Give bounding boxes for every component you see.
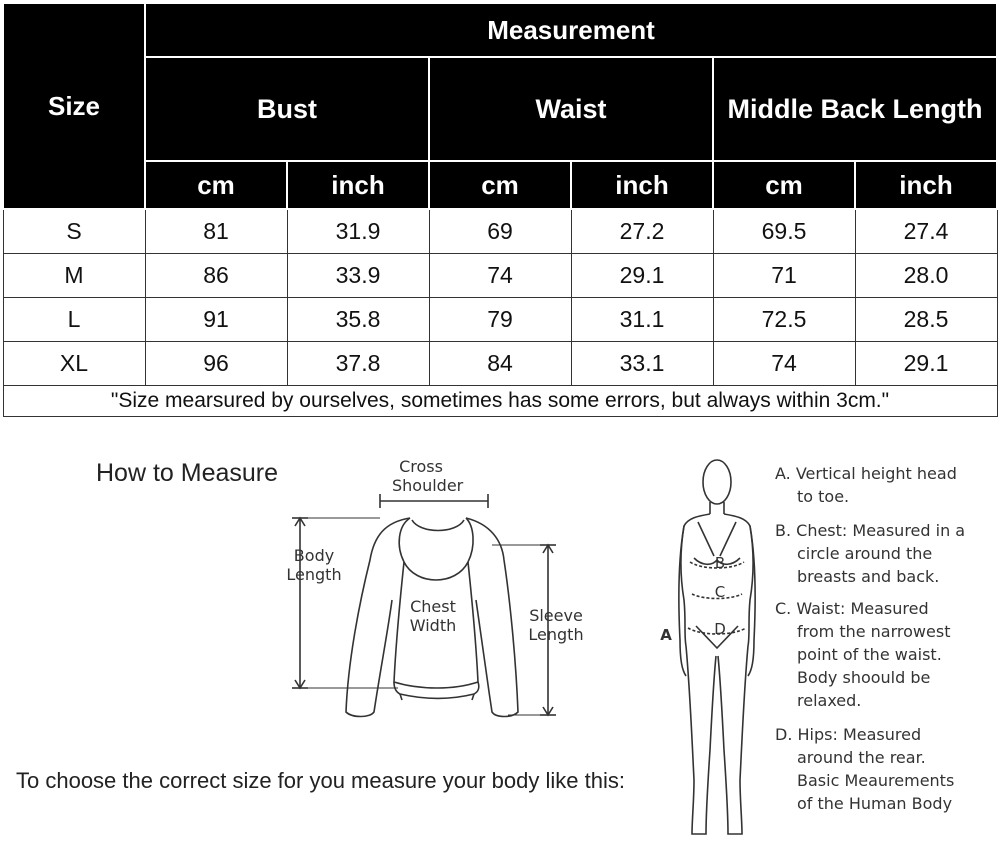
unit-header: inch — [571, 161, 713, 209]
measurement-note: "Size mearsured by ourselves, sometimes has some errors, but always within 3cm." — [3, 386, 997, 417]
table-cell: 28.5 — [855, 298, 997, 342]
table-cell: 91 — [145, 298, 287, 342]
middle-back-length-header: Middle Back Length — [713, 57, 997, 161]
table-cell: 37.8 — [287, 342, 429, 386]
table-cell: 33.1 — [571, 342, 713, 386]
unit-header: inch — [855, 161, 997, 209]
table-row — [3, 298, 997, 342]
table-cell: 96 — [145, 342, 287, 386]
body-marker-a: A — [660, 626, 672, 644]
table-cell: 69 — [429, 209, 571, 254]
size-cell: XL — [3, 342, 145, 386]
table-cell: 28.0 — [855, 254, 997, 298]
chest-width-label: Chest Width — [409, 597, 457, 635]
table-cell: 74 — [713, 342, 855, 386]
legend-item-chest: B. Chest: Measured in a circle around the breasts and back. — [775, 521, 966, 586]
size-cell: M — [3, 254, 145, 298]
table-cell: 29.1 — [571, 254, 713, 298]
table-cell: 79 — [429, 298, 571, 342]
unit-header: inch — [287, 161, 429, 209]
table-cell: 27.2 — [571, 209, 713, 254]
legend-item-height: A. Vertical height head to toe. — [775, 464, 957, 506]
body-figure-illustration — [640, 450, 775, 845]
body-marker-d: D — [714, 620, 726, 638]
table-cell: 81 — [145, 209, 287, 254]
how-to-measure-title: How to Measure — [96, 459, 279, 487]
table-cell: 74 — [429, 254, 571, 298]
legend-item-hips: D. Hips: Measured around the rear. Basic Meaurements of the Human Body — [775, 725, 955, 813]
table-cell: 84 — [429, 342, 571, 386]
unit-header: cm — [429, 161, 571, 209]
table-cell: 86 — [145, 254, 287, 298]
body-length-label: Body Length — [286, 546, 342, 584]
legend-item-waist: C. Waist: Measured from the narrowest point of the waist. Body shoould be relaxed. — [775, 599, 951, 710]
size-header: Size — [3, 3, 145, 209]
table-cell: 69.5 — [713, 209, 855, 254]
table-cell: 72.5 — [713, 298, 855, 342]
table-cell: 33.9 — [287, 254, 429, 298]
body-marker-c: C — [714, 583, 726, 601]
waist-header: Waist — [429, 57, 713, 161]
unit-header: cm — [713, 161, 855, 209]
table-cell: 31.1 — [571, 298, 713, 342]
measurement-header: Measurement — [145, 3, 997, 57]
bust-header: Bust — [145, 57, 429, 161]
table-row — [3, 342, 997, 386]
size-cell: S — [3, 209, 145, 254]
sleeve-length-label: Sleeve Length — [528, 606, 584, 644]
table-cell: 29.1 — [855, 342, 997, 386]
size-cell: L — [3, 298, 145, 342]
table-cell: 71 — [713, 254, 855, 298]
table-row — [3, 254, 997, 298]
unit-header: cm — [145, 161, 287, 209]
table-cell: 35.8 — [287, 298, 429, 342]
table-row — [3, 209, 997, 254]
table-cell: 27.4 — [855, 209, 997, 254]
body-marker-b: B — [714, 554, 726, 572]
measurement-legend — [775, 462, 997, 826]
instructions-text: To choose the correct size for you measure your body like this: — [16, 768, 625, 793]
size-chart-table — [2, 2, 998, 417]
cross-shoulder-label: Cross Shoulder — [392, 457, 464, 495]
table-cell: 31.9 — [287, 209, 429, 254]
